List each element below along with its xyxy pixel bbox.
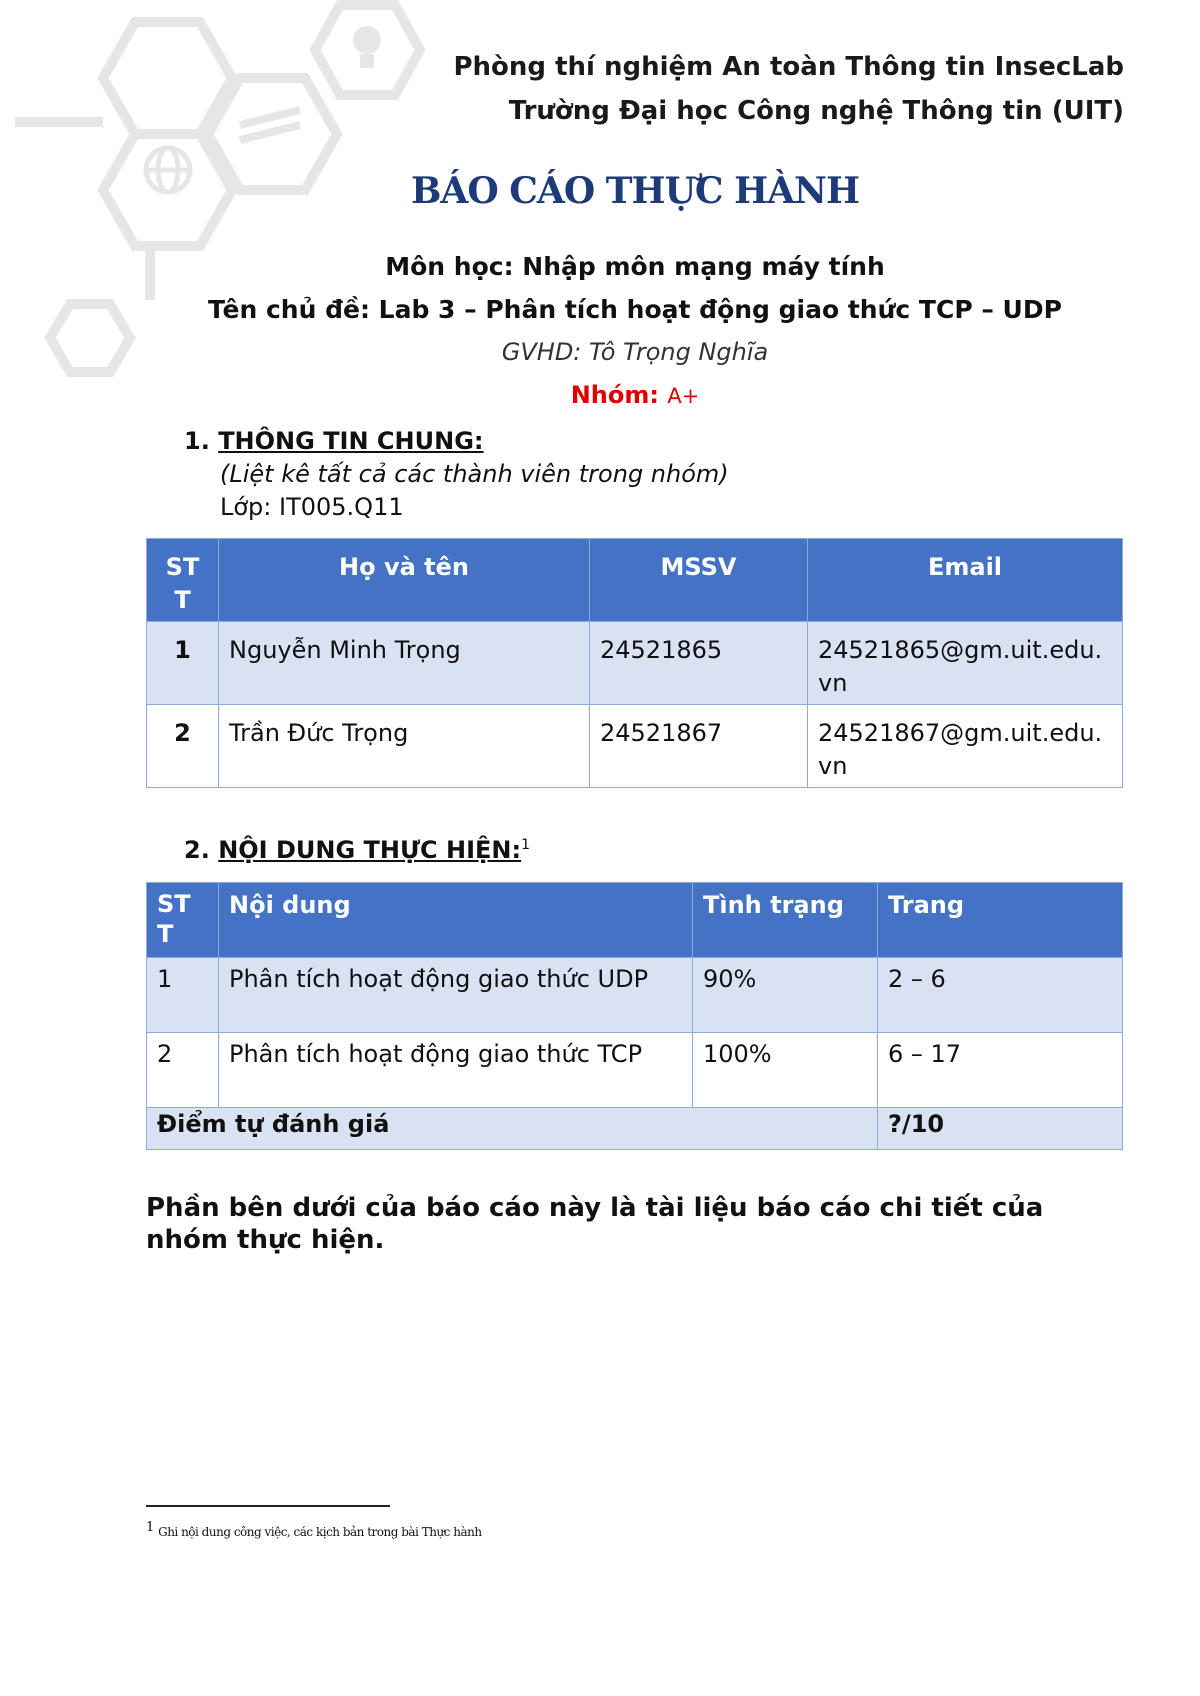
- member-email: 24521865@gm.uit.edu.vn: [808, 622, 1123, 705]
- class-line: Lớp: IT005.Q11: [220, 493, 404, 521]
- section2-number: 2.: [184, 836, 210, 864]
- group-value: A+: [667, 384, 700, 408]
- task-page: 6 – 17: [878, 1033, 1123, 1108]
- header-page: Trang: [878, 883, 1123, 958]
- member-mssv: 24521867: [590, 705, 808, 788]
- arrows-icon: [240, 110, 300, 140]
- header-name: Họ và tên: [219, 539, 590, 622]
- task-content: Phân tích hoạt động giao thức TCP: [219, 1033, 693, 1108]
- instructor-line: GVHD: Tô Trọng Nghĩa: [501, 338, 769, 366]
- tasks-table: [146, 882, 1123, 1150]
- header-email: Email: [808, 539, 1123, 622]
- section2-title: NỘI DUNG THỰC HIỆN:: [218, 836, 522, 864]
- topic-line: Tên chủ đề: Lab 3 – Phân tích hoạt động giao thức TCP – UDP: [208, 295, 1062, 324]
- header-status: Tình trạng: [693, 883, 878, 958]
- member-name: Trần Đức Trọng: [219, 705, 590, 788]
- footnote-ref: 1: [521, 837, 531, 853]
- section2-heading: [184, 836, 530, 864]
- task-stt: 1: [147, 958, 219, 1033]
- header-stt: ST T: [147, 539, 219, 622]
- tasks-header-row: [147, 883, 1123, 958]
- section1-note: (Liệt kê tất cả các thành viên trong nhóm): [220, 460, 729, 488]
- table-row: [147, 622, 1123, 705]
- task-status: 90%: [693, 958, 878, 1033]
- member-stt: 1: [147, 622, 219, 705]
- member-name: Nguyễn Minh Trọng: [219, 622, 590, 705]
- report-title: BÁO CÁO THỰC HÀNH: [411, 170, 859, 212]
- member-mssv: 24521865: [590, 622, 808, 705]
- summary-text: Phần bên dưới của báo cáo này là tài liệu báo cáo chi tiết của nhóm thực hiện.: [146, 1193, 1044, 1255]
- footnote-text: Ghi nội dung công việc, các kịch bản trong bài Thực hành: [158, 1525, 482, 1539]
- university-name: Trường Đại học Công nghệ Thông tin (UIT): [508, 96, 1124, 126]
- score-value: ?/10: [878, 1108, 1123, 1150]
- group-label: Nhóm:: [570, 381, 668, 409]
- section1-number: 1.: [184, 427, 210, 455]
- table-row: [147, 705, 1123, 788]
- task-status: 100%: [693, 1033, 878, 1108]
- lab-name: Phòng thí nghiệm An toàn Thông tin InsecLab: [453, 52, 1124, 82]
- table-row: [147, 958, 1123, 1033]
- table-row: [147, 1033, 1123, 1108]
- group-line: [0, 381, 1200, 409]
- members-table: [146, 538, 1123, 788]
- footnote-mark: 1: [146, 1520, 155, 1535]
- task-stt: 2: [147, 1033, 219, 1108]
- lightbulb-icon: [353, 26, 381, 68]
- members-header-row: [147, 539, 1123, 622]
- section1-title: THÔNG TIN CHUNG:: [218, 427, 484, 455]
- task-page: 2 – 6: [878, 958, 1123, 1033]
- member-email: 24521867@gm.uit.edu.vn: [808, 705, 1123, 788]
- member-stt: 2: [147, 705, 219, 788]
- task-content: Phân tích hoạt động giao thức UDP: [219, 958, 693, 1033]
- header-stt: ST T: [147, 883, 219, 958]
- header-mssv: MSSV: [590, 539, 808, 622]
- section1-heading: [184, 427, 484, 455]
- header-content: Nội dung: [219, 883, 693, 958]
- score-row: [147, 1108, 1123, 1150]
- score-label: Điểm tự đánh giá: [147, 1108, 878, 1150]
- footnote-separator: [146, 1505, 390, 1507]
- subject-line: Môn học: Nhập môn mạng máy tính: [385, 252, 885, 281]
- footnote: [146, 1520, 482, 1539]
